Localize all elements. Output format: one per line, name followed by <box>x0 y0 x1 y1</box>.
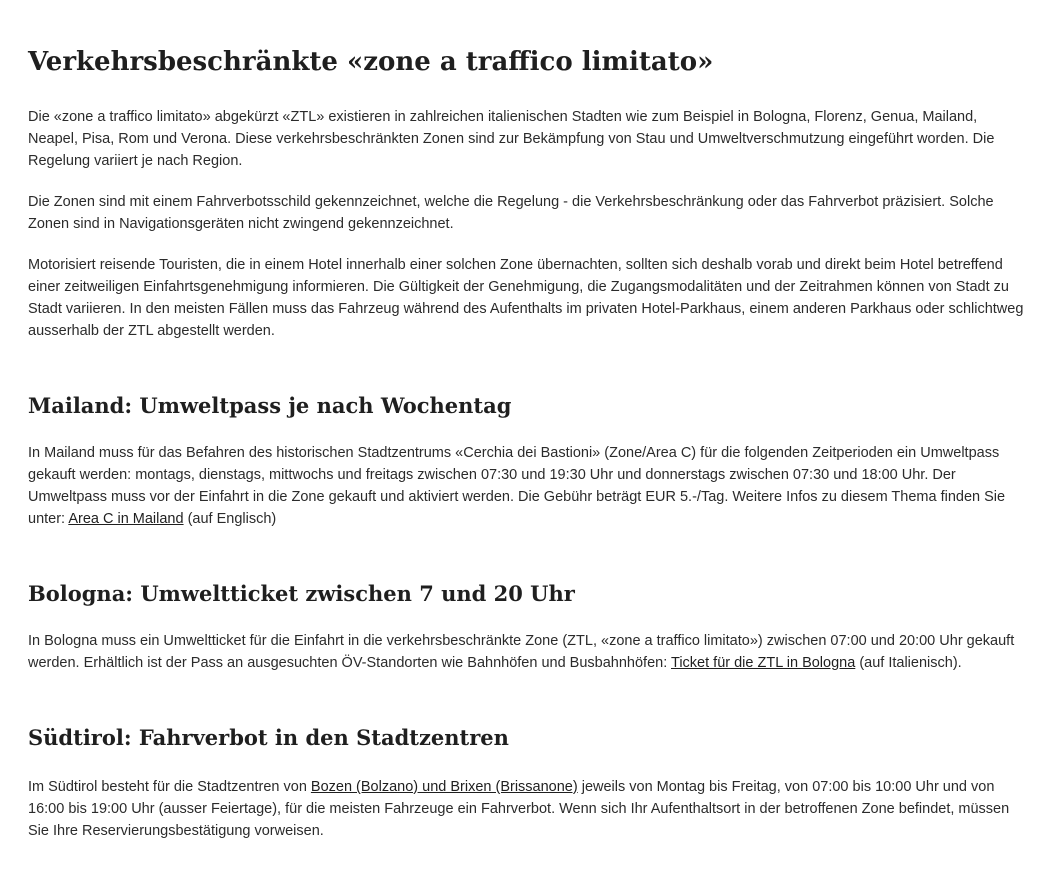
bozen-brixen-link[interactable]: Bozen (Bolzano) und Brixen (Brissanone) <box>310 779 578 795</box>
page-title: Verkehrsbeschränkte «zone a traffico limitato» <box>28 47 714 77</box>
ztl-bologna-ticket-link[interactable]: Ticket für die ZTL in Bologna <box>671 655 856 671</box>
intro-paragraph-2: Die Zonen sind mit einem Fahrverbotsschild gekennzeichnet, welche die Regelung - die Verkehrsbeschränkung oder das Fahrverbot präzisiert. Solche Zonen sind in Navigationsgeräten nicht zwingend gekennzeichnet. <box>28 194 994 232</box>
intro-paragraph-1: Die «zone a traffico limitato» abgekürzt «ZTL» existieren in zahlreichen italienischen Stadten wie zum Beispiel in Bologna, Florenz, Genua, Mailand, Neapel, Pisa, Rom und Verona. Diese verkehrsbeschränkten Zonen sind zur Bekämpfung von Stau und Umweltverschmutzung eingeführt worden. Die Regelung variiert je nach Region. <box>28 109 995 169</box>
south-tyrol-heading: Südtirol: Fahrverbot in den Stadtzentren <box>28 725 509 750</box>
milan-heading: Mailand: Umweltpass je nach Wochentag <box>28 393 512 418</box>
bologna-after-text: (auf Italienisch). <box>855 655 962 671</box>
south-tyrol-text: jeweils von Montag bis Freitag, von 07:00 bis 10:00 Uhr und von 16:00 bis 19:00 Uhr (ausser Feiertage), für die meisten Fahrzeuge ein Fahrverbot. Wenn sich Ihr Aufenthaltsort in der betroffenen Zone befindet, müssen Sie Ihre Reservierungsbestätigung vorweisen. <box>28 779 1010 839</box>
area-c-milan-link[interactable]: Area C in Mailand <box>68 511 184 527</box>
south-tyrol-paragraph <box>28 776 1025 842</box>
intro-paragraph-3: Motorisiert reisende Touristen, die in einem Hotel innerhalb einer solchen Zone übernachten, sollten sich deshalb vorab und direkt beim Hotel betreffend einer zeitweiligen Einfahrtsgenehmigung informieren. Die Gültigkeit der Genehmigung, die Zugangsmodalitäten und der Zeitrahmen können von Stadt zu Stadt variieren. In den meisten Fällen muss das Fahrzeug während des Aufenthalts im privaten Hotel-Parkhaus, einem anderen Parkhaus oder schlichtweg ausserhalb der ZTL abgestellt werden. <box>28 257 1024 339</box>
bologna-text: In Bologna muss ein Umweltticket für die Einfahrt in die verkehrsbeschränkte Zone (ZTL, «zone a traffico limitato») zwischen 07:00 und 20:00 Uhr gekauft werden. Erhältlich ist der Pass an ausgesuchten ÖV-Standorten wie Bahnhöfen und Busbahnhöfen: <box>28 633 1015 671</box>
bologna-paragraph <box>28 630 1025 674</box>
bologna-heading: Bologna: Umweltticket zwischen 7 und 20 Uhr <box>28 581 575 606</box>
south-tyrol-before-text: Im Südtirol besteht für die Stadtzentren von <box>28 779 311 795</box>
milan-text: In Mailand muss für das Befahren des historischen Stadtzentrums «Cerchia dei Bastioni» (Zone/Area C) für die folgenden Zeitperioden ein Umweltpass gekauft werden: montags, dienstags, mittwochs und freitags zwischen 07:30 und 19:30 Uhr und donnerstags zwischen 07:30 und 18:00 Uhr. Der Umweltpass muss vor der Einfahrt in die Zone gekauft und aktiviert werden. Die Gebühr beträgt EUR 5.-/Tag. Weitere Infos zu diesem Thema finden Sie unter: <box>28 445 1006 527</box>
milan-paragraph <box>28 442 1025 530</box>
milan-after-text: (auf Englisch) <box>183 511 277 527</box>
